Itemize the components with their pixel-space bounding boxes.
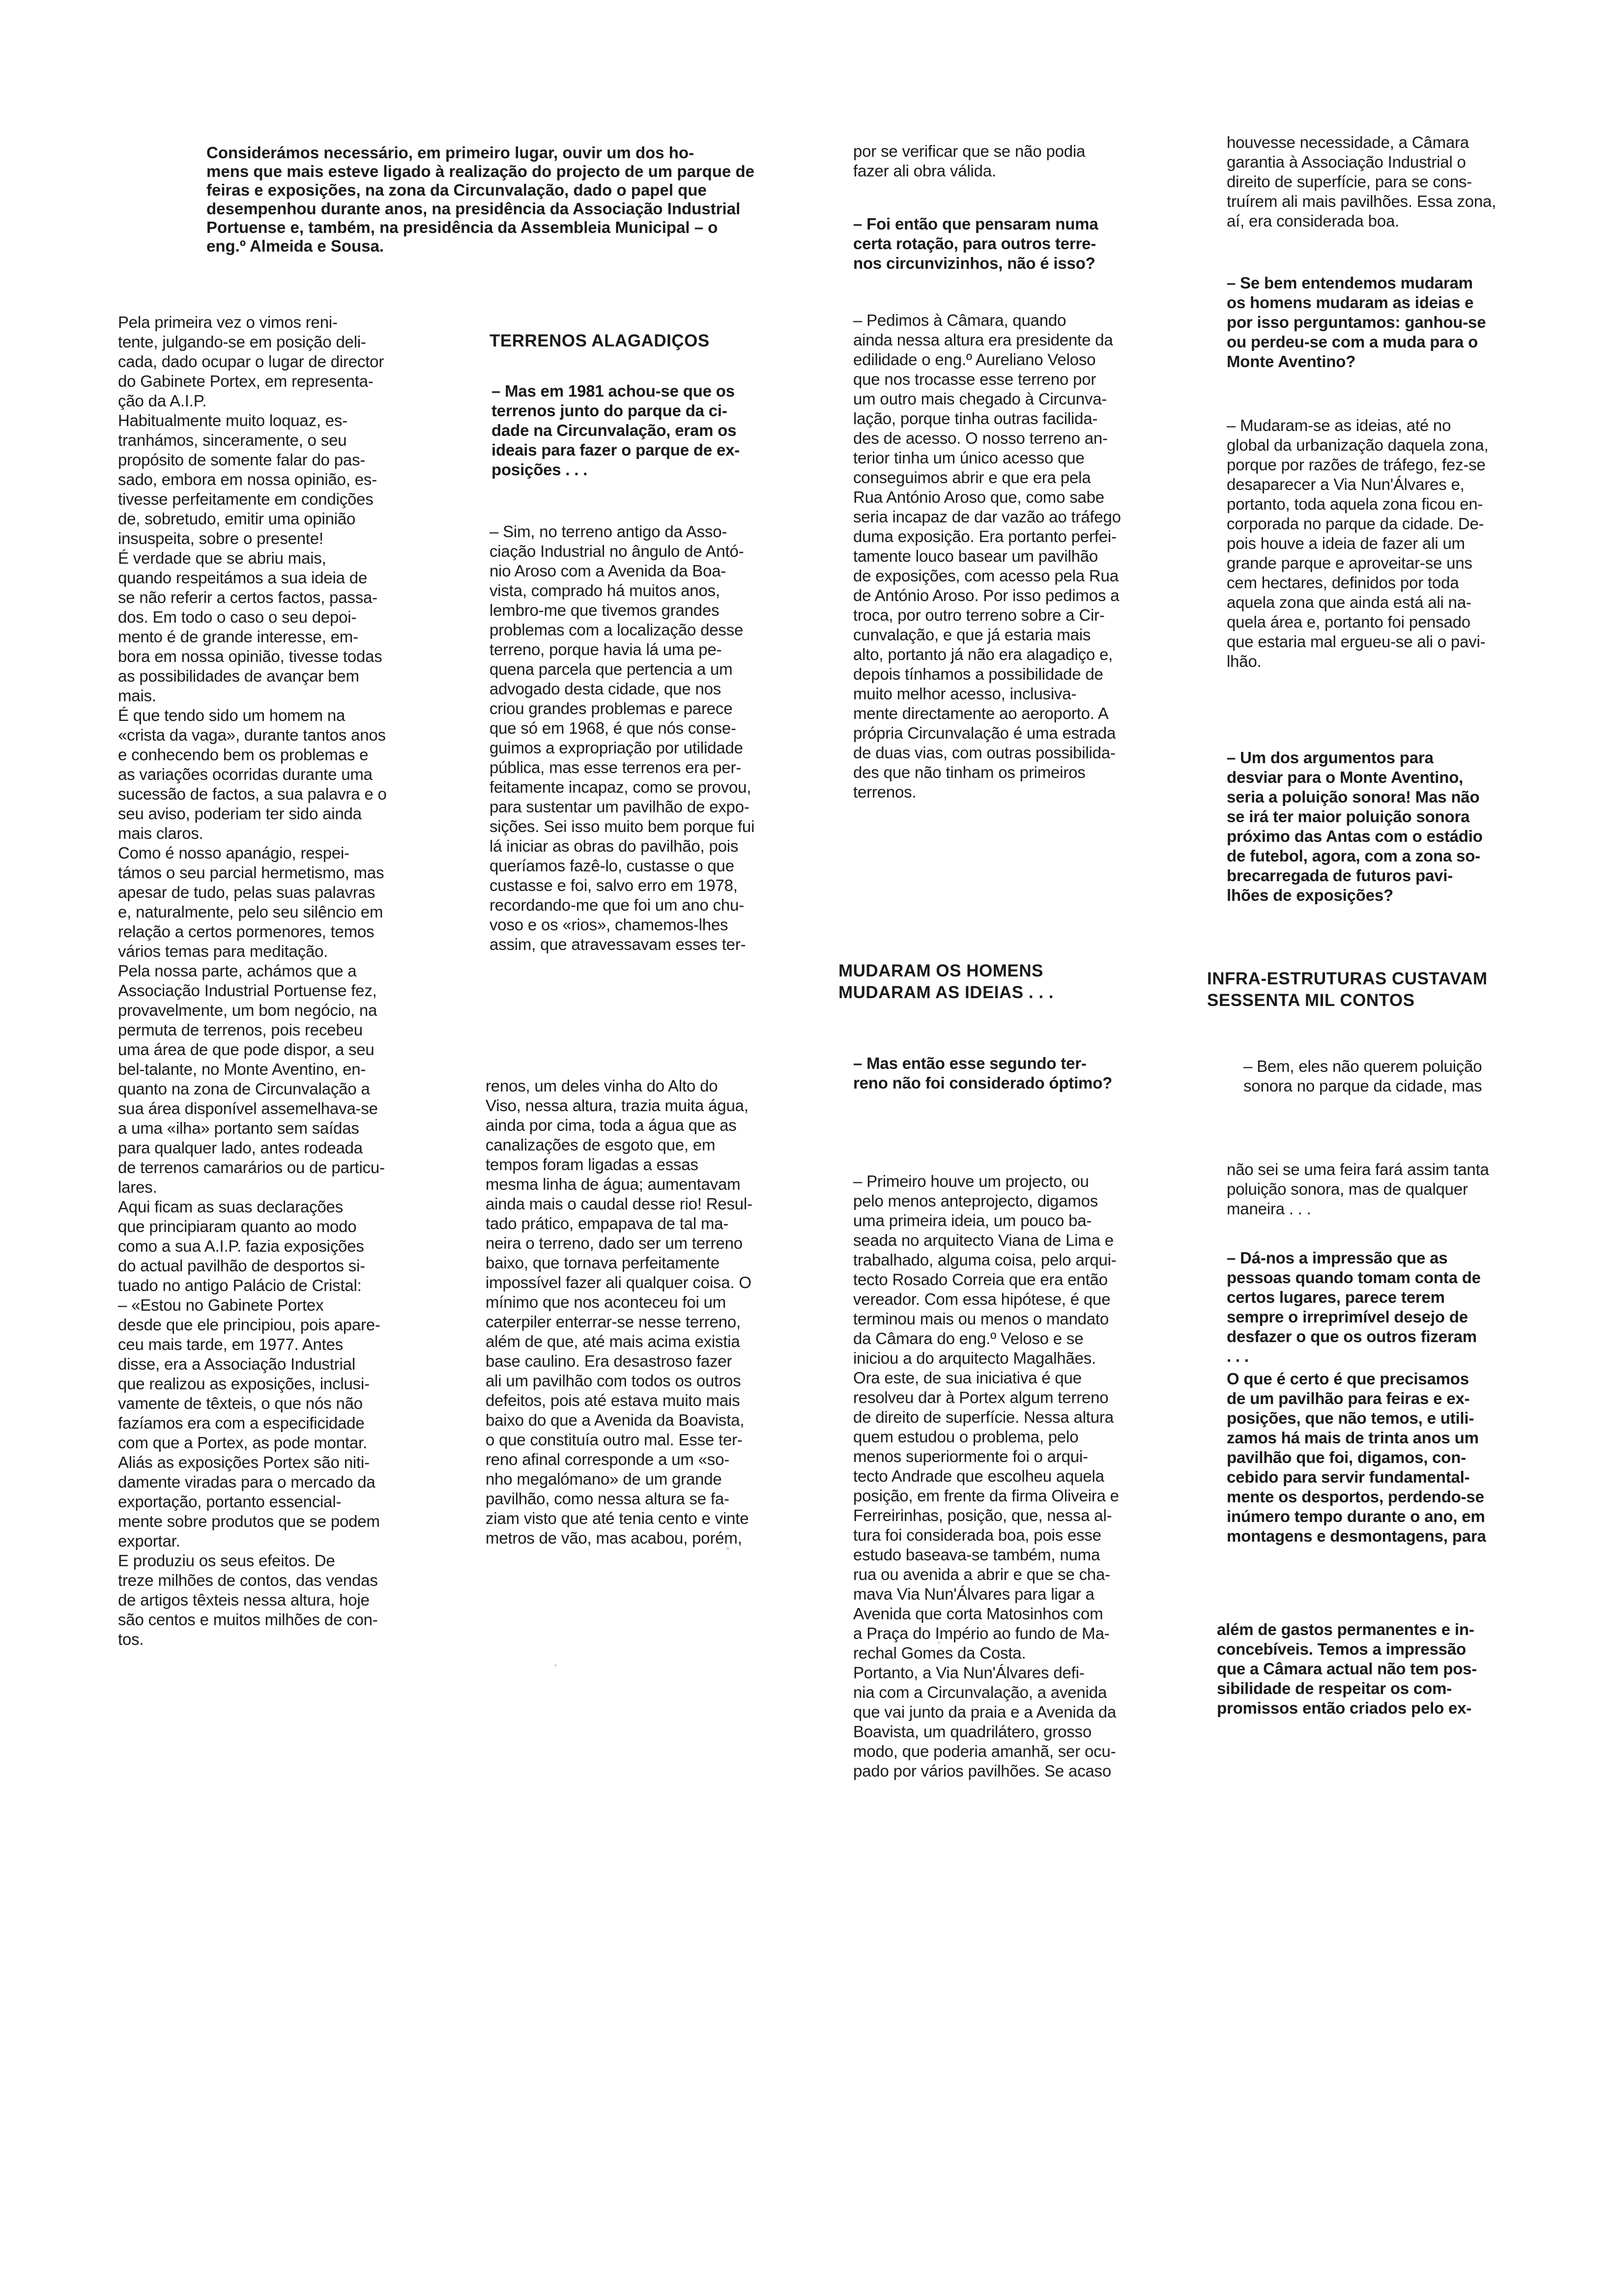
text-line: edilidade o eng.º Aureliano Veloso (853, 350, 1096, 369)
text-line: tranhámos, sinceramente, o seu (118, 431, 347, 449)
text-line: . . . (1227, 1347, 1249, 1365)
text-line: pelo menos anteprojecto, digamos (853, 1192, 1098, 1210)
text-line: para qualquer lado, antes rodeada (118, 1139, 363, 1157)
text-line: cada, dado ocupar o lugar de director (118, 352, 384, 371)
text-line: Ora este, de sua iniciativa é que (853, 1369, 1082, 1387)
column-1 (118, 313, 423, 1649)
text-line: mente os desportos, perdendo-se (1227, 1488, 1484, 1506)
text-line: além de que, até mais acima existia (486, 1332, 740, 1350)
text-line: fazer ali obra válida. (853, 162, 996, 180)
text-line: Aliás as exposições Portex são niti- (118, 1453, 370, 1471)
text-line: troca, por outro terreno sobre a Cir- (853, 606, 1105, 624)
text-line: duma exposição. Era portanto perfei- (853, 527, 1117, 545)
ink-speck (726, 1547, 729, 1550)
text-line: corporada no parque da cidade. De- (1227, 515, 1484, 533)
text-line: – Primeiro houve um projecto, ou (853, 1172, 1089, 1190)
text-line: quando respeitámos a sua ideia de (118, 569, 368, 587)
text-line: ciação Industrial no ângulo de Antó- (489, 542, 744, 560)
text-line: que a Câmara actual não tem pos- (1217, 1660, 1477, 1678)
text-line: vários temas para meditação. (118, 942, 328, 960)
text-line: zamos há mais de trinta anos um (1227, 1429, 1479, 1447)
text-line: exportação, portanto essencial- (118, 1492, 342, 1511)
text-line: de artigos têxteis nessa altura, hoje (118, 1591, 370, 1609)
text-line: ceu mais tarde, em 1977. Antes (118, 1335, 344, 1353)
text-line: defeitos, pois até estava muito mais (486, 1391, 740, 1409)
text-line: grande parque e aproveitar-se uns (1227, 554, 1472, 572)
text-line: e conhecendo bem os problemas e (118, 746, 369, 764)
text-line: lação, porque tinha outras facilida- (853, 409, 1098, 428)
text-line: – Pedimos à Câmara, quando (853, 311, 1066, 329)
text-line: pavilhão que foi, digamos, con- (1227, 1448, 1467, 1466)
text-line: impossível fazer ali qualquer coisa. O (486, 1273, 751, 1292)
text-line: feiras e exposições, na zona da Circunvalação, dado o papel que (206, 181, 707, 199)
text-line: guimos a expropriação por utilidade (489, 739, 743, 757)
text-line: Rua António Aroso que, como sabe (853, 488, 1104, 506)
text-line: des que não tinham os primeiros (853, 763, 1086, 781)
text-line: ziam visto que até tenia cento e vinte (486, 1509, 749, 1527)
text-line: provavelmente, um bom negócio, na (118, 1001, 377, 1019)
text-line: Portuense e, também, na presidência da Assembleia Municipal – o (206, 218, 718, 236)
text-line: seu aviso, poderiam ter sido ainda (118, 804, 362, 823)
text-line: problemas com a localização desse (489, 621, 744, 639)
text-line: maneira . . . (1227, 1200, 1311, 1218)
text-line: baixo do que a Avenida da Boavista, (486, 1411, 745, 1429)
answer-block (853, 142, 1158, 181)
text-line: se não referir a certos factos, passa- (118, 588, 377, 606)
text-line: reno não foi considerado óptimo? (853, 1074, 1113, 1092)
text-line: com que a Portex, as pode montar. (118, 1434, 368, 1452)
text-line: por se verificar que se não podia (853, 142, 1086, 160)
text-line: reno afinal corresponde a um «so- (486, 1450, 730, 1468)
text-line: de exposições, com acesso pela Rua (853, 567, 1119, 585)
ink-speck (554, 1664, 557, 1666)
text-line: ideais para fazer o parque de ex- (491, 441, 740, 459)
text-line: mínimo que nos aconteceu foi um (486, 1293, 726, 1311)
text-line: uma primeira ideia, um pouco ba- (853, 1211, 1092, 1230)
text-line: terreno, porque havia lá uma pe- (489, 640, 722, 659)
text-line: quena parcela que pertencia a um (489, 660, 733, 678)
column-2 (489, 330, 794, 352)
text-line: exportar. (118, 1532, 180, 1550)
text-line: que realizou as exposições, inclusi- (118, 1375, 370, 1393)
text-line: Pela primeira vez o vimos reni- (118, 313, 338, 331)
text-line: lembro-me que tivemos grandes (489, 601, 720, 619)
text-line: os homens mudaram as ideias e (1227, 293, 1474, 312)
text-line: própria Circunvalação é uma estrada (853, 724, 1116, 742)
text-line: pavilhão, como nessa altura se fa- (486, 1490, 729, 1508)
text-line: tempos foram ligadas a essas (486, 1155, 698, 1174)
text-line: ali um pavilhão com todos os outros (486, 1372, 741, 1390)
text-line: por isso perguntamos: ganhou-se (1227, 313, 1486, 331)
text-line: mais. (118, 687, 156, 705)
text-line: muito melhor acesso, inclusiva- (853, 685, 1077, 703)
text-line: tamente louco basear um pavilhão (853, 547, 1098, 565)
text-line: assim, que atravessavam esses ter- (489, 935, 746, 953)
text-line: mento é de grande interesse, em- (118, 628, 358, 646)
text-line: insuspeita, sobre o presente! (118, 529, 323, 547)
text-line: sucessão de factos, a sua palavra e o (118, 785, 387, 803)
text-line: voso e os «rios», chamemos-lhes (489, 916, 728, 934)
text-line: que principiaram quanto ao modo (118, 1217, 357, 1235)
text-line: inúmero tempo durante o ano, em (1227, 1507, 1485, 1525)
answer-block (1227, 1160, 1531, 1219)
text-line: tente, julgando-se em posição deli- (118, 333, 366, 351)
text-line: nio Aroso com a Avenida da Boa- (489, 562, 726, 580)
text-line: renos, um deles vinha do Alto do (486, 1077, 718, 1095)
text-line: desde que ele principiou, pois apare- (118, 1316, 380, 1334)
text-line: de um pavilhão para feiras e ex- (1227, 1389, 1470, 1407)
text-line: – Um dos argumentos para (1227, 748, 1434, 767)
text-line: sua área disponível assemelhava-se (118, 1099, 378, 1118)
text-line: pado por vários pavilhões. Se acaso (853, 1762, 1111, 1780)
text-line: lá iniciar as obras do pavilhão, pois (489, 837, 739, 855)
text-line: porque por razões de tráfego, fez-se (1227, 456, 1486, 474)
section-heading-mudaram: MUDARAM OS HOMENS MUDARAM AS IDEIAS . . . (838, 961, 1054, 1002)
text-line: É verdade que se abriu mais, (118, 549, 326, 567)
text-line: custasse e foi, salvo erro em 1978, (489, 876, 738, 894)
text-line: vista, comprado há muitos anos, (489, 581, 720, 600)
text-line: modo, que poderia amanhã, ser ocu- (853, 1742, 1116, 1760)
text-line: advogado desta cidade, que nos (489, 680, 721, 698)
text-line: global da urbanização daquela zona, (1227, 436, 1489, 454)
text-line: aí, era considerada boa. (1227, 212, 1400, 230)
text-line: cebido para servir fundamental- (1227, 1468, 1470, 1486)
text-line: terrenos. (853, 783, 917, 801)
text-line: bora em nossa opinião, tivesse todas (118, 647, 382, 665)
text-line: ou perdeu-se com a muda para o (1227, 333, 1478, 351)
text-line: metros de vão, mas acabou, porém, (486, 1529, 742, 1547)
text-line: Boavista, um quadrilátero, grosso (853, 1722, 1092, 1741)
text-line: além de gastos permanentes e in- (1217, 1620, 1474, 1638)
text-line: do Gabinete Portex, em representa- (118, 372, 374, 390)
text-line: posições, que não temos, e utili- (1227, 1409, 1474, 1427)
text-line: Aqui ficam as suas declarações (118, 1198, 344, 1216)
text-line: mens que mais esteve ligado à realização do projecto de um parque de (206, 162, 755, 180)
text-line: Viso, nessa altura, trazia muita água, (486, 1096, 748, 1115)
text-line: propósito de somente falar do pas- (118, 451, 366, 469)
text-line: tos. (118, 1630, 144, 1648)
text-line: terrenos junto do parque da ci- (491, 402, 727, 420)
text-line: ainda nessa altura era presidente da (853, 331, 1113, 349)
text-line: támos o seu parcial hermetismo, mas (118, 863, 384, 882)
text-line: como a sua A.I.P. fazia exposições (118, 1237, 364, 1255)
text-line: feitamente incapaz, como se provou, (489, 778, 751, 796)
text-line: – Se bem entendemos mudaram (1227, 274, 1473, 292)
text-line: baixo, que tornava perfeitamente (486, 1254, 720, 1272)
text-line: É que tendo sido um homem na (118, 706, 345, 724)
ink-speck (938, 1641, 940, 1644)
text-line: lhão. (1227, 652, 1262, 670)
answer-block (489, 522, 794, 954)
text-line: pois houve a ideia de fazer ali um (1227, 534, 1465, 552)
text-line: lhões de exposições? (1227, 886, 1393, 904)
text-line: O que é certo é que precisamos (1227, 1370, 1469, 1388)
text-line: dade na Circunvalação, eram os (491, 421, 737, 439)
text-line: base caulino. Era desastroso fazer (486, 1352, 732, 1370)
answer-block (1243, 1057, 1548, 1096)
text-line: não sei se uma feira fará assim tanta (1227, 1160, 1489, 1178)
text-line: rua ou avenida a abrir e que se cha- (853, 1565, 1110, 1583)
text-line: menos superiormente foi o arqui- (853, 1447, 1088, 1465)
text-line: tuado no antigo Palácio de Cristal: (118, 1276, 362, 1294)
text-line: «crista da vaga», durante tantos anos (118, 726, 386, 744)
text-line: dos. Em todo o caso o seu depoi- (118, 608, 357, 626)
text-line: mais claros. (118, 824, 203, 842)
text-line: iniciou a do arquitecto Magalhães. (853, 1349, 1096, 1367)
question-block (1227, 1248, 1531, 1366)
text-line: resolveu dar à Portex algum terreno (853, 1388, 1109, 1406)
text-line: Associação Industrial Portuense fez, (118, 981, 377, 1000)
text-line: quela área e, portanto foi pensado (1227, 613, 1470, 631)
text-line: do actual pavilhão de desportos si- (118, 1257, 365, 1275)
text-line: cem hectares, definidos por toda (1227, 574, 1459, 592)
text-line: sempre o irreprimível desejo de (1227, 1308, 1468, 1326)
text-line: de António Aroso. Por isso pedimos a (853, 586, 1120, 604)
text-line: de, sobretudo, emitir uma opinião (118, 510, 356, 528)
text-line: disse, era a Associação Industrial (118, 1355, 355, 1373)
question-block (853, 1054, 1158, 1093)
text-line: bel-talante, no Monte Aventino, en- (118, 1060, 366, 1078)
text-line: damente viradas para o mercado da (118, 1473, 375, 1491)
text-line: – Mas em 1981 achou-se que os (491, 382, 735, 400)
text-line: Ferreirinhas, posição, que, nessa al- (853, 1506, 1112, 1524)
text-line: as variações ocorridas durante uma (118, 765, 373, 783)
text-line: uma área de que pode dispor, a seu (118, 1040, 374, 1059)
text-line: de direito de superfície. Nessa altura (853, 1408, 1114, 1426)
section-heading-infra: INFRA-ESTRUTURAS CUSTAVAM SESSENTA MIL CONTOS (1207, 969, 1488, 1010)
question-block (853, 214, 1158, 273)
text-line: criou grandes problemas e parece (489, 699, 733, 718)
text-line: posições . . . (491, 460, 588, 479)
text-line: queríamos fazê-lo, custasse o que (489, 857, 734, 875)
text-line: – Foi então que pensaram numa (853, 215, 1098, 233)
text-line: Portanto, a Via Nun'Álvares defi- (853, 1664, 1085, 1682)
text-line: rechal Gomes da Costa. (853, 1644, 1026, 1662)
text-line: seria incapaz de dar vazão ao tráfego (853, 508, 1121, 526)
text-line: nos circunvizinhos, não é isso? (853, 254, 1095, 272)
text-line: canalizações de esgoto que, em (486, 1136, 716, 1154)
text-line: Como é nosso apanágio, respei- (118, 844, 349, 862)
text-line: alto, portanto já não era alagadiço e, (853, 645, 1113, 663)
text-line: quem estudou o problema, pelo (853, 1428, 1079, 1446)
answer-block (1227, 416, 1531, 671)
text-line: mente directamente ao aeroporto. A (853, 704, 1109, 722)
text-line: depois tínhamos a possibilidade de (853, 665, 1103, 683)
text-line: Habitualmente muito loquaz, es- (118, 411, 348, 430)
text-line: vereador. Com essa hipótese, é que (853, 1290, 1111, 1308)
text-line: – Bem, eles não querem poluição (1243, 1057, 1482, 1075)
answer-block (853, 311, 1158, 802)
text-line: direito de superfície, para se cons- (1227, 172, 1472, 191)
text-line: vamente de têxteis, o que nós não (118, 1394, 363, 1412)
answer-block (853, 1172, 1158, 1781)
text-line: Monte Aventino? (1227, 352, 1356, 371)
text-line: fazíamos era com a especificidade (118, 1414, 365, 1432)
text-line: posição, em frente da firma Oliveira e (853, 1487, 1119, 1505)
text-line: – «Estou no Gabinete Portex (118, 1296, 324, 1314)
question-block (491, 381, 796, 480)
text-line: que vai junto da praia e a Avenida da (853, 1703, 1117, 1721)
answer-block (1217, 1620, 1522, 1718)
text-line: brecarregada de futuros pavi- (1227, 866, 1453, 885)
text-line: desfazer o que os outros fizeram (1227, 1327, 1477, 1346)
text-line: nia com a Circunvalação, a avenida (853, 1683, 1107, 1701)
text-line: sibilidade de respeitar os com- (1217, 1679, 1452, 1697)
text-line: tura foi considerada boa, pois esse (853, 1526, 1101, 1544)
text-line: conseguimos abrir e que era pela (853, 468, 1091, 487)
answer-block (486, 1076, 790, 1548)
text-line: terminou mais ou menos o mandato (853, 1310, 1109, 1328)
text-line: desviar para o Monte Aventino, (1227, 768, 1464, 786)
text-line: eng.º Almeida e Sousa. (206, 237, 384, 255)
text-line: que estaria mal ergueu-se ali o pavi- (1227, 632, 1486, 651)
text-line: certa rotação, para outros terre- (853, 234, 1096, 253)
text-line: – Dá-nos a impressão que as (1227, 1249, 1448, 1267)
text-line: relação a certos pormenores, temos (118, 922, 374, 941)
text-line: cunvalação, e que já estaria mais (853, 626, 1091, 644)
text-line: nho megalómano» de um grande (486, 1470, 722, 1488)
text-line: E produziu os seus efeitos. De (118, 1551, 335, 1570)
text-line: sado, embora em nossa opinião, es- (118, 470, 377, 488)
text-line: ainda por cima, toda a água que as (486, 1116, 737, 1134)
text-line: são centos e muitos milhões de con- (118, 1610, 378, 1629)
text-line: neira o terreno, dado ser um terreno (486, 1234, 743, 1252)
text-line: poluição sonora, mas de qualquer (1227, 1180, 1468, 1198)
text-line: que só em 1968, é que nós conse- (489, 719, 736, 737)
text-line: desaparecer a Via Nun'Álvares e, (1227, 475, 1465, 493)
text-line: que nos trocasse esse terreno por (853, 370, 1096, 388)
text-line: – Mudaram-se as ideias, até no (1227, 416, 1451, 434)
text-line: terior tinha um único acesso que (853, 449, 1085, 467)
text-line: mente sobre produtos que se podem (118, 1512, 380, 1530)
text-line: Considerámos necessário, em primeiro lugar, ouvir um dos ho- (206, 144, 694, 162)
text-line: e, naturalmente, pelo seu silêncio em (118, 903, 383, 921)
question-block (1227, 273, 1531, 372)
text-line: as possibilidades de avançar bem (118, 667, 359, 685)
text-line: tivesse perfeitamente em condições (118, 490, 374, 508)
text-line: montagens e desmontagens, para (1227, 1527, 1486, 1545)
text-line: pessoas quando tomam conta de (1227, 1268, 1481, 1287)
text-line: portanto, toda aquela zona ficou en- (1227, 495, 1483, 513)
text-line: estudo baseava-se também, numa (853, 1546, 1100, 1564)
text-line: quanto na zona de Circunvalação a (118, 1080, 370, 1098)
text-line: recordando-me que foi um ano chu- (489, 896, 745, 914)
text-line: trabalhado, alguma coisa, pelo arqui- (853, 1251, 1117, 1269)
text-line: promissos então criados pelo ex- (1217, 1699, 1472, 1717)
text-line: para sustentar um pavilhão de expo- (489, 798, 749, 816)
text-line: se irá ter maior poluição sonora (1227, 807, 1470, 826)
text-line: truírem ali mais pavilhões. Essa zona, (1227, 192, 1497, 210)
text-line: des de acesso. O nosso terreno an- (853, 429, 1108, 447)
text-line: houvesse necessidade, a Câmara (1227, 133, 1469, 151)
text-line: caterpiler enterrar-se nesse terreno, (486, 1313, 741, 1331)
text-line: desempenhou durante anos, na presidência da Associação Industrial (206, 200, 741, 218)
text-line: garantia à Associação Industrial o (1227, 153, 1466, 171)
text-line: de duas vias, com outras possibilida- (853, 744, 1116, 762)
text-line: de terrenos camarários ou de particu- (118, 1158, 385, 1177)
text-line: sonora no parque da cidade, mas (1243, 1077, 1482, 1095)
text-line: a uma «ilha» portanto sem saídas (118, 1119, 359, 1137)
text-line: a Praça do Império ao fundo de Ma- (853, 1624, 1110, 1642)
text-line: tecto Andrade que escolheu aquela (853, 1467, 1104, 1485)
intro-paragraph (206, 144, 816, 256)
text-line: apesar de tudo, pelas suas palavras (118, 883, 375, 901)
text-line: um outro mais chegado à Circunva- (853, 390, 1107, 408)
text-line: treze milhões de contos, das vendas (118, 1571, 378, 1589)
text-line: tecto Rosado Correia que era então (853, 1270, 1108, 1289)
text-line: Avenida que corta Matosinhos com (853, 1605, 1103, 1623)
text-line: o que constituía outro mal. Esse ter- (486, 1431, 743, 1449)
text-line: Pela nossa parte, achámos que a (118, 962, 357, 980)
text-line: permuta de terrenos, pois recebeu (118, 1021, 363, 1039)
text-line: seada no arquitecto Viana de Lima e (853, 1231, 1114, 1249)
text-line: lares. (118, 1178, 157, 1196)
answer-block (1227, 1369, 1531, 1546)
text-line: próximo das Antas com o estádio (1227, 827, 1483, 845)
text-line: aquela zona que ainda está ali na- (1227, 593, 1471, 611)
text-line: pública, mas esse terrenos era per- (489, 758, 742, 776)
text-line: de futebol, agora, com a zona so- (1227, 847, 1480, 865)
text-line: certos lugares, parece terem (1227, 1288, 1445, 1306)
text-line: sições. Sei isso muito bem porque fui (489, 817, 755, 835)
question-block (1227, 748, 1531, 905)
text-line: ainda mais o caudal desse rio! Resul- (486, 1195, 752, 1213)
section-heading-terrenos: TERRENOS ALAGADIÇOS (489, 331, 710, 350)
text-line: – Sim, no terreno antigo da Asso- (489, 522, 727, 541)
text-line: – Mas então esse segundo ter- (853, 1054, 1087, 1072)
text-line: seria a poluição sonora! Mas não (1227, 788, 1480, 806)
text-line: ção da A.I.P. (118, 392, 207, 410)
text-line: da Câmara do eng.º Veloso e se (853, 1329, 1084, 1348)
text-line: concebíveis. Temos a impressão (1217, 1640, 1466, 1658)
text-line: mava Via Nun'Álvares para ligar a (853, 1585, 1094, 1603)
text-line: mesma linha de água; aumentavam (486, 1175, 741, 1193)
answer-block (1227, 133, 1531, 231)
text-line: tado prático, empapava de tal ma- (486, 1214, 729, 1233)
